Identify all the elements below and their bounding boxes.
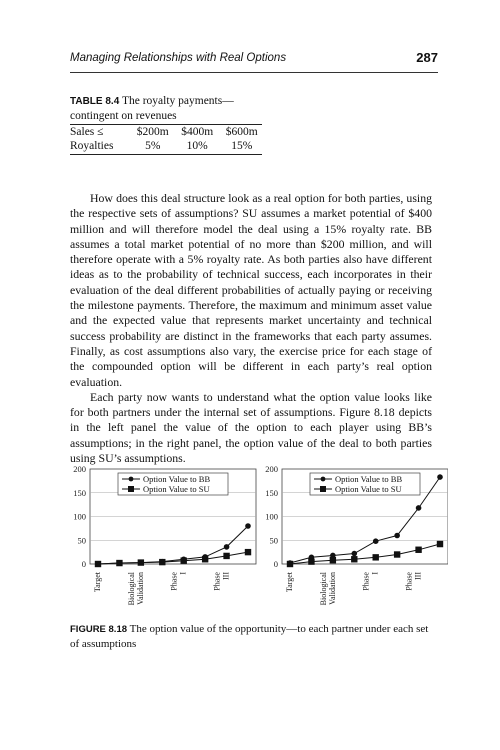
x-tick-label: III (413, 572, 423, 580)
chart-right-panel (265, 464, 448, 605)
table-caption-text: The royalty payments—contingent on revenues (70, 95, 234, 122)
figure-caption (70, 622, 440, 651)
data-point-square (181, 557, 187, 563)
data-point-circle (437, 474, 443, 480)
royalty-table (70, 125, 264, 153)
data-point-square (308, 558, 314, 564)
legend-marker-square (320, 486, 326, 492)
y-tick-label: 0 (273, 559, 278, 569)
table-row (70, 125, 264, 139)
data-point-circle (416, 505, 422, 511)
data-point-square (138, 559, 144, 565)
x-tick-label: Validation (327, 572, 337, 605)
legend-label: Option Value to BB (143, 474, 211, 484)
table-bottom-rule (70, 154, 262, 155)
legend-marker-circle (129, 477, 134, 482)
x-tick-label: I (178, 572, 188, 575)
legend-label: Option Value to SU (143, 484, 210, 494)
legend-label: Option Value to BB (335, 474, 403, 484)
data-point-circle (224, 544, 230, 550)
data-point-circle (245, 523, 251, 529)
y-tick-label: 200 (265, 464, 278, 474)
y-tick-label: 100 (265, 511, 278, 522)
running-title: Managing Relationships with Real Options (70, 52, 287, 64)
paragraph: How does this deal structure look as a real option for both parties, using the respective sets of assumptions? SU assumes a market potential of $400 million and will therefore model the deal using a 15% royalty rate. BB assumes a total market potential of no more than $200 million, and will therefore operate with a 5% royalty rate. As both parties also have different ideas as to the probability of technical success, each incorporates in their evaluation of the deal different probabilities of actually paying or receiving the milestone payments. Therefore, the maximum and minimum asset value and the expected value that represents market uncertainty and technical success probability are distinct in the frameworks that each party assumes. Finally, as cost assumptions also vary, the exercise price for each stage of the compounded option will be different in each party’s real option evaluation. (70, 191, 432, 389)
data-point-circle (394, 533, 400, 539)
figure-caption-text: The option value of the opportunity—to each partner under each set of assumptions (70, 623, 429, 650)
table-cell: Sales ≤ (70, 126, 104, 138)
legend-marker-circle (321, 477, 326, 482)
data-point-square (330, 557, 336, 563)
y-tick-label: 150 (73, 487, 86, 498)
data-point-square (245, 549, 251, 555)
table-row (70, 139, 264, 153)
x-tick-label: Biological (318, 572, 328, 606)
legend-label: Option Value to SU (335, 484, 402, 494)
table-cell: 15% (231, 140, 253, 152)
x-tick-label: Phase (404, 572, 414, 591)
x-tick-label: III (221, 572, 231, 580)
data-point-square (287, 561, 293, 567)
table-cell: 10% (186, 140, 208, 152)
data-point-square (415, 547, 421, 553)
data-point-square (223, 553, 229, 559)
data-point-circle (351, 551, 357, 557)
chart-left-panel (73, 464, 256, 605)
table-cell: $400m (181, 126, 214, 138)
y-tick-label: 0 (81, 559, 86, 569)
y-tick-label: 200 (73, 464, 86, 474)
table-cell: 5% (145, 140, 161, 152)
y-tick-label: 50 (77, 535, 86, 546)
data-point-square (202, 556, 208, 562)
x-tick-label: Phase (212, 572, 222, 591)
x-tick-label: Target (93, 572, 102, 593)
table-caption (70, 94, 270, 123)
table-label: TABLE 8.4 (70, 96, 120, 107)
data-point-square (373, 554, 379, 560)
y-tick-label: 50 (269, 535, 278, 546)
data-point-square (116, 560, 122, 566)
table-cell: $600m (225, 126, 258, 138)
data-point-square (351, 556, 357, 562)
running-header (70, 46, 438, 73)
paragraph: Each party now wants to understand what the option value looks like for both partners under the internal set of assumptions. Figure 8.18 depicts in the left panel the value of the option to each player using BB’s assumptions; in the right panel, the option value of the deal to both parties using SU’s assumptions. (70, 389, 432, 466)
x-tick-label: Target (285, 572, 294, 593)
legend-marker-square (128, 486, 134, 492)
figure-charts (68, 458, 448, 618)
x-tick-label: Biological (126, 572, 136, 606)
data-point-square (95, 561, 101, 567)
y-tick-label: 100 (73, 511, 86, 522)
figure-label: FIGURE 8.18 (70, 624, 128, 635)
data-point-square (394, 551, 400, 557)
body-text (70, 191, 432, 466)
x-tick-label: Phase (361, 572, 371, 591)
data-point-square (159, 559, 165, 565)
table-cell: $200m (136, 126, 169, 138)
x-tick-label: Phase (169, 572, 179, 591)
y-tick-label: 150 (265, 487, 278, 498)
x-tick-label: Validation (135, 572, 145, 605)
data-point-circle (373, 538, 379, 544)
page-number: 287 (416, 50, 438, 65)
x-tick-label: I (370, 572, 380, 575)
data-point-square (437, 541, 443, 547)
table-cell: Royalties (70, 140, 114, 152)
